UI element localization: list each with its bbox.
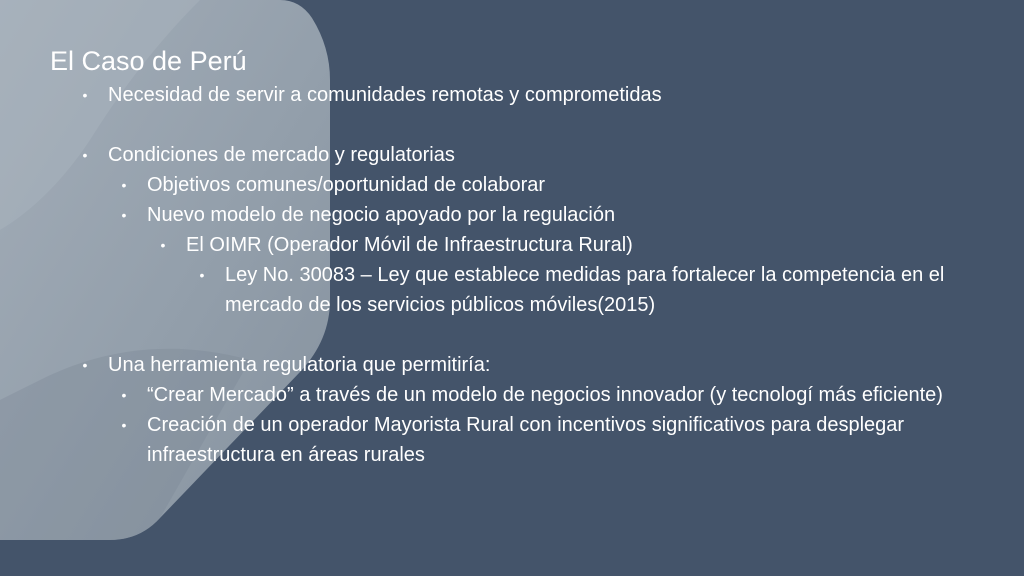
bullet-item (0, 170, 1024, 200)
bullet-dot-icon: • (160, 237, 166, 253)
bullet-spacer (0, 110, 1024, 140)
bullet-text: Nuevo modelo de negocio apoyado por la regulación (147, 204, 616, 226)
bullet-item (0, 380, 1024, 410)
slide-title: El Caso de Perú (50, 46, 247, 76)
bullet-text: “Crear Mercado” a través de un modelo de negocios innovador (y tecnologí más eficiente) (147, 384, 943, 406)
bullet-text: Creación de un operador Mayorista Rural con incentivos significativos para desplegar infraestructura en áreas rurales (147, 414, 905, 466)
bullet-text: Condiciones de mercado y regulatorias (108, 144, 455, 166)
bullet-item (0, 260, 1024, 320)
bullet-spacer (0, 320, 1024, 350)
bullet-item (0, 350, 1024, 380)
bullet-text: Ley No. 30083 – Ley que establece medidas para fortalecer la competencia en el mercado de los servicios públicos móviles(2015) (225, 264, 945, 316)
bullet-dot-icon: • (121, 207, 127, 223)
bullet-item (0, 410, 1024, 470)
bullet-item (0, 140, 1024, 170)
bullet-text: Necesidad de servir a comunidades remotas y comprometidas (108, 84, 662, 106)
bullet-text: El OIMR (Operador Móvil de Infraestructura Rural) (186, 234, 633, 256)
bullet-text: Una herramienta regulatoria que permitiría: (108, 354, 491, 376)
bullet-dot-icon: • (121, 417, 127, 433)
bullet-item (0, 80, 1024, 110)
bullet-dot-icon: • (82, 87, 88, 103)
bullet-text: Objetivos comunes/oportunidad de colaborar (147, 174, 546, 196)
bullet-item (0, 200, 1024, 230)
bullet-list (0, 80, 1024, 470)
bullet-dot-icon: • (82, 147, 88, 163)
bullet-dot-icon: • (82, 357, 88, 373)
bullet-item (0, 230, 1024, 260)
bullet-dot-icon: • (121, 177, 127, 193)
bullet-dot-icon: • (121, 387, 127, 403)
bullet-dot-icon: • (199, 267, 205, 283)
